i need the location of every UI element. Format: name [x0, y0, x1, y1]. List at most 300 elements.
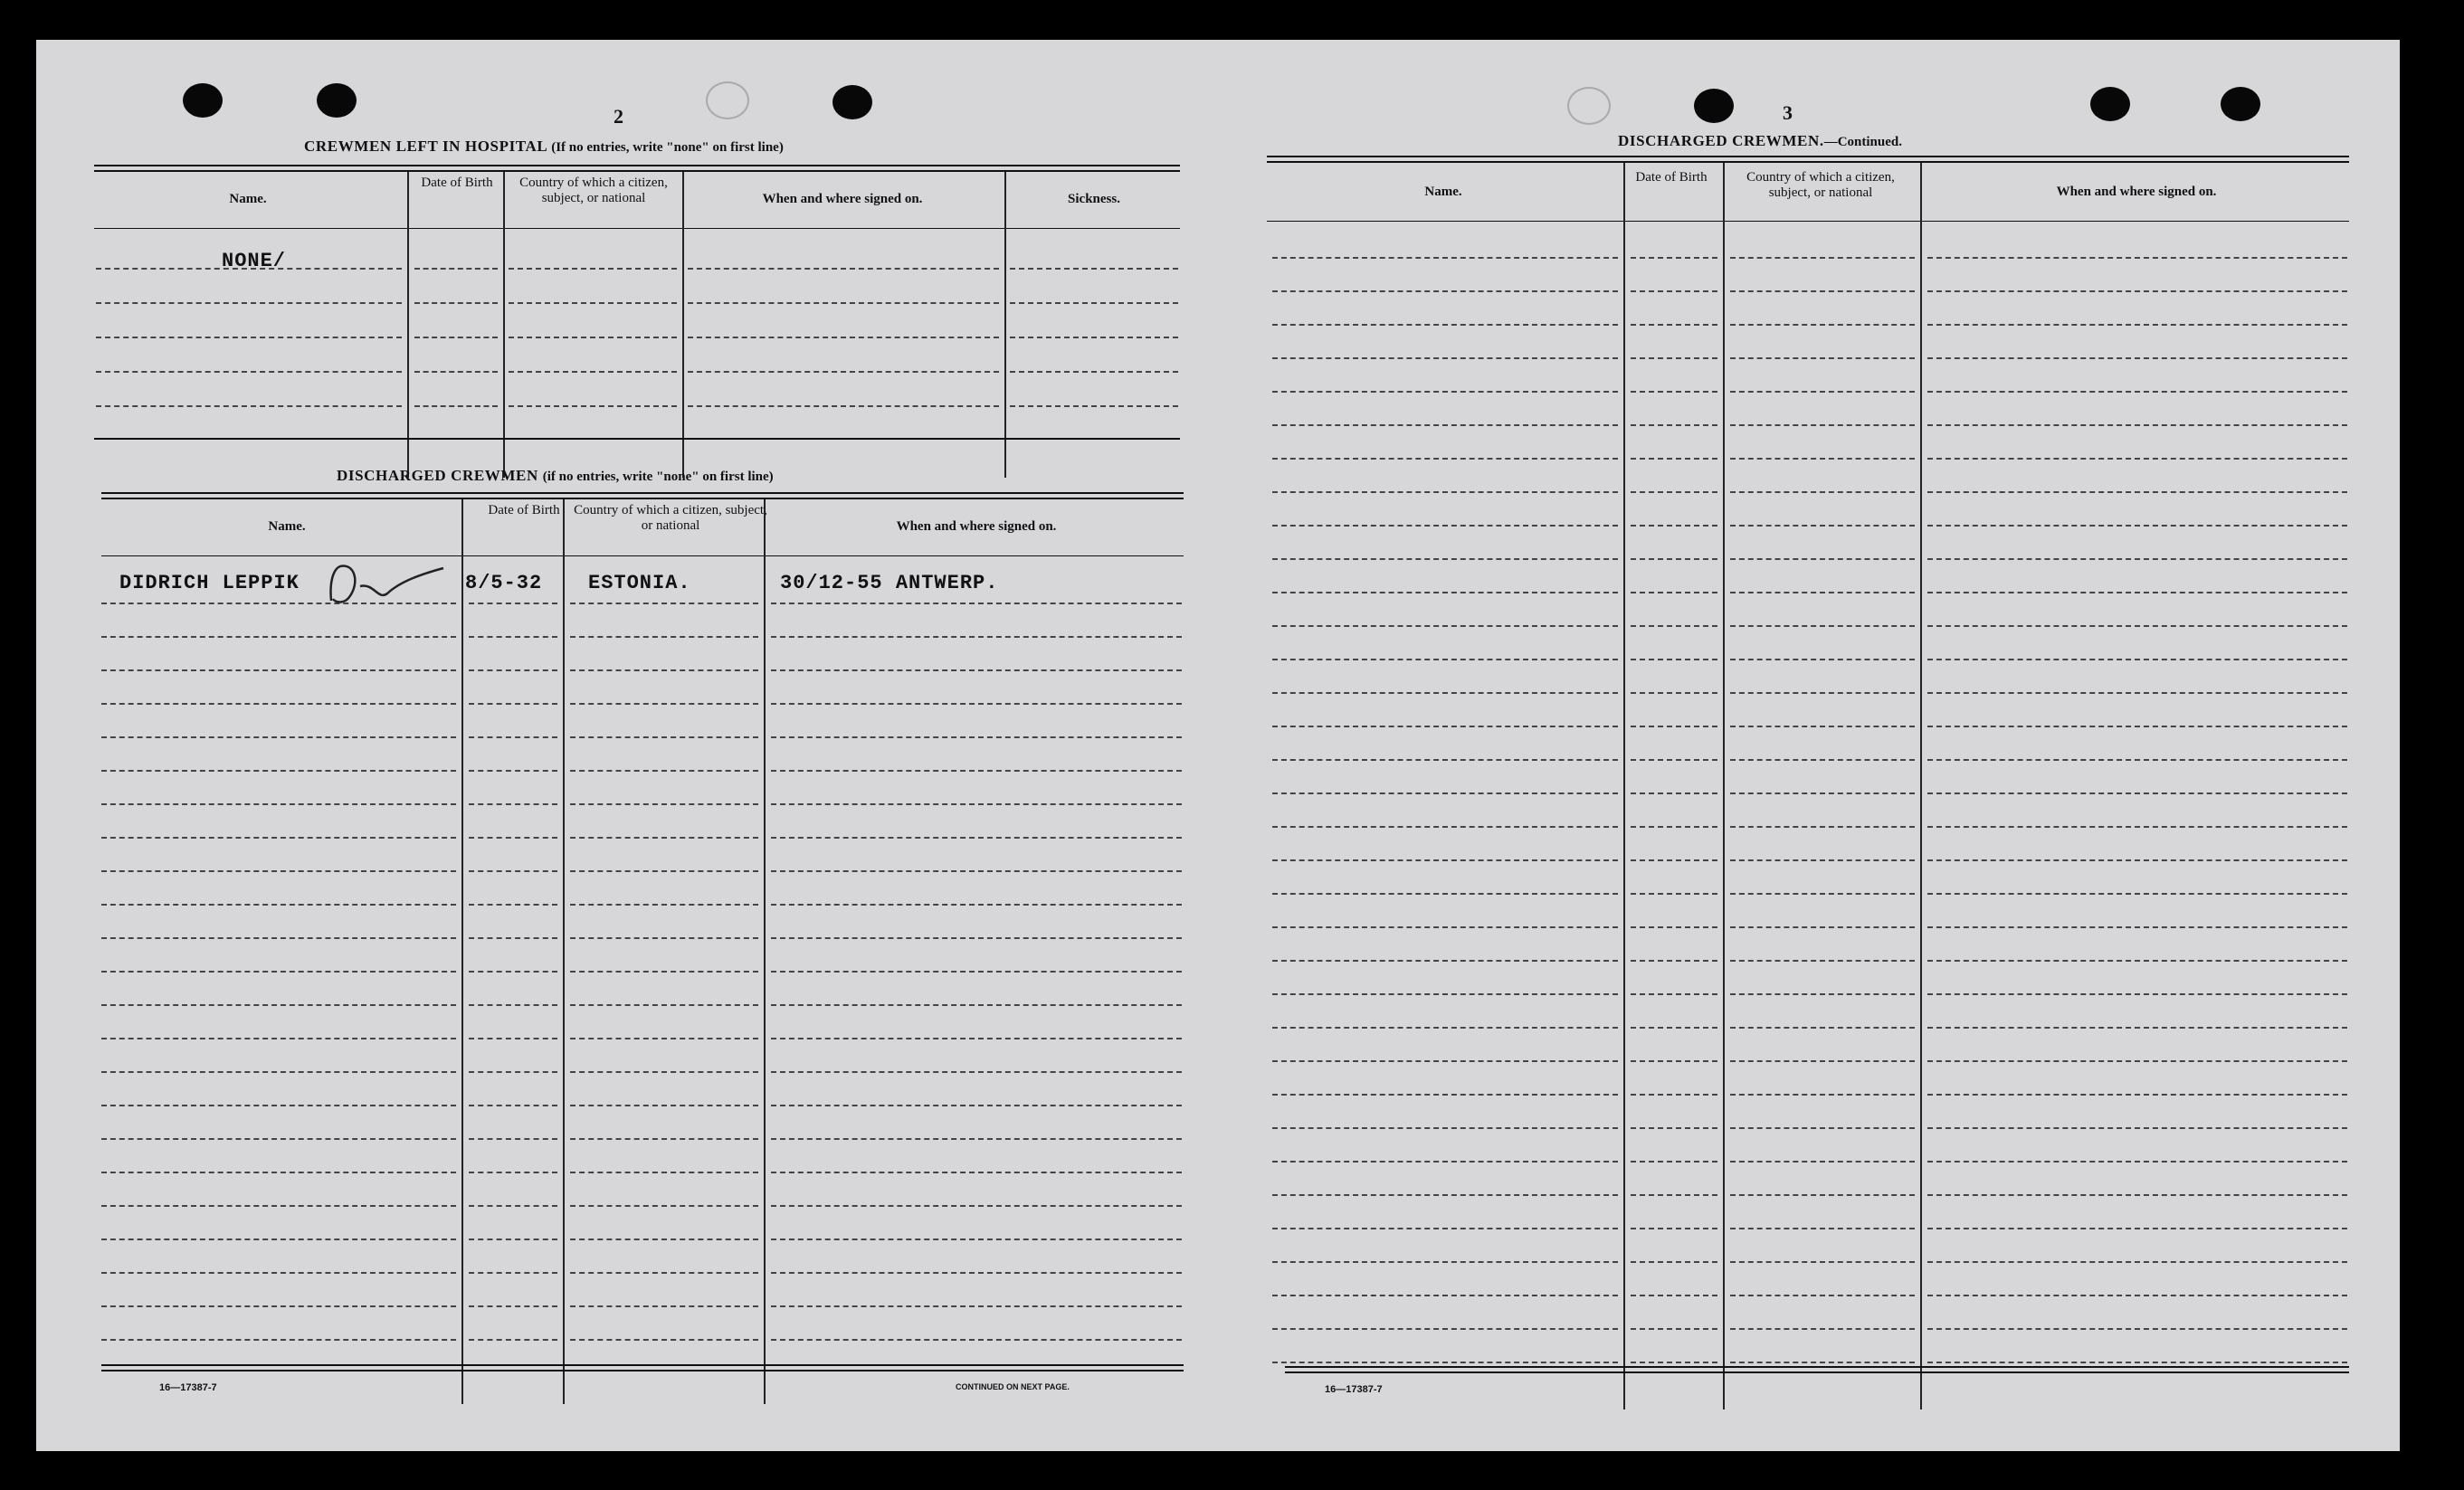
entry-line [688, 337, 999, 338]
entry-line [1927, 1060, 2347, 1062]
entry-line [1927, 993, 2347, 995]
entry-line [469, 1205, 557, 1207]
punch-hole [2221, 87, 2260, 121]
entry-line [1730, 726, 1915, 727]
entry-line [1927, 659, 2347, 660]
entry-line [1730, 290, 1915, 292]
entry-line [1730, 792, 1915, 794]
entry-line [1730, 491, 1915, 493]
entry-line [414, 405, 498, 407]
entry-line [1631, 1027, 1717, 1029]
entry-line [1730, 324, 1915, 326]
entry-line [1730, 257, 1915, 259]
entry-line [101, 870, 456, 872]
entry-line [570, 1272, 758, 1274]
entry-line [1927, 424, 2347, 426]
entry-line [1631, 558, 1717, 560]
entry-line [570, 1339, 758, 1341]
entry-line [1272, 1161, 1618, 1163]
entry-line [1730, 659, 1915, 660]
entry-line [101, 937, 456, 939]
entry-line [1631, 391, 1717, 393]
entry-line [1927, 558, 2347, 560]
entry-line [771, 1071, 1182, 1073]
entry-line [1927, 692, 2347, 694]
discharged-section-title: DISCHARGED CREWMEN (if no entries, write "none" on first line) [337, 467, 774, 484]
entry-line [1927, 625, 2347, 627]
entry-line [1272, 893, 1618, 895]
entry-line [688, 371, 999, 373]
entry-line [1631, 692, 1717, 694]
entry-line [469, 1138, 557, 1140]
entry-line [1272, 859, 1618, 861]
entry-line [570, 736, 758, 738]
entry-line [469, 971, 557, 973]
entry-line [771, 1038, 1182, 1039]
column-divider [1920, 163, 1922, 1409]
entry-line [1272, 659, 1618, 660]
punch-hole [706, 81, 749, 119]
table-border [1285, 1366, 2349, 1373]
entry-line [1927, 357, 2347, 359]
column-divider [461, 499, 463, 1404]
entry-line [1272, 625, 1618, 627]
punch-hole [317, 83, 357, 118]
entry-line [771, 870, 1182, 872]
entry-line [1927, 926, 2347, 928]
entry-line [1631, 960, 1717, 962]
entry-line [1272, 257, 1618, 259]
entry-line [1272, 692, 1618, 694]
entry-line [469, 669, 557, 671]
entry-line [1631, 357, 1717, 359]
entry-line [1631, 792, 1717, 794]
entry-line [101, 971, 456, 973]
entry-line [1631, 1060, 1717, 1062]
entry-line [570, 636, 758, 638]
entry-line [469, 904, 557, 906]
page-number: 2 [614, 105, 623, 128]
entry-line [1730, 926, 1915, 928]
discharged-continued-title: DISCHARGED CREWMEN.—Continued. [1618, 132, 1902, 149]
entry-line [688, 405, 999, 407]
crew-dob: 8/5-32 [465, 572, 543, 594]
entry-line [570, 1038, 758, 1039]
form-number: 16—17387-7 [1325, 1384, 1383, 1395]
entry-line [1927, 324, 2347, 326]
entry-line [1730, 424, 1915, 426]
continued-note: CONTINUED ON NEXT PAGE. [956, 1382, 1070, 1391]
entry-line [101, 904, 456, 906]
entry-line [96, 405, 402, 407]
entry-line [1927, 1261, 2347, 1263]
document-sheet [36, 40, 2400, 1451]
entry-line [101, 636, 456, 638]
entry-line [771, 1305, 1182, 1307]
entry-line [414, 337, 498, 338]
entry-line [509, 302, 677, 304]
table-border [101, 492, 1184, 499]
entry-line [1010, 268, 1178, 270]
entry-line [1272, 491, 1618, 493]
entry-line [1730, 1094, 1915, 1096]
entry-line [1272, 357, 1618, 359]
entry-line [1272, 324, 1618, 326]
entry-line [771, 971, 1182, 973]
entry-line [771, 669, 1182, 671]
page-number: 3 [1783, 101, 1793, 124]
entry-line [1272, 1194, 1618, 1196]
entry-line [570, 937, 758, 939]
entry-line [101, 1071, 456, 1073]
column-divider [503, 172, 505, 478]
entry-line [1927, 1194, 2347, 1196]
entry-line [771, 1004, 1182, 1006]
entry-line [101, 1205, 456, 1207]
entry-line [469, 1305, 557, 1307]
entry-line [1730, 357, 1915, 359]
column-divider [1623, 163, 1625, 1409]
entry-line [1272, 424, 1618, 426]
entry-line [1272, 1328, 1618, 1330]
column-divider [1004, 172, 1006, 478]
entry-line [469, 837, 557, 839]
entry-line [1631, 859, 1717, 861]
punch-hole [1694, 89, 1734, 123]
crew-name: DIDRICH LEPPIK [119, 572, 300, 594]
column-header: Name. [229, 192, 267, 206]
entry-line [1631, 592, 1717, 593]
entry-line [1272, 1228, 1618, 1229]
entry-line [1730, 1194, 1915, 1196]
entry-line [570, 1205, 758, 1207]
entry-line [570, 837, 758, 839]
column-divider [682, 172, 684, 478]
entry-line [771, 770, 1182, 772]
column-header: Date of Birth [1635, 170, 1708, 185]
entry-line [1272, 525, 1618, 527]
entry-line [1631, 1295, 1717, 1296]
entry-line [469, 1239, 557, 1240]
column-divider [764, 499, 766, 1404]
entry-line [1631, 424, 1717, 426]
entry-line [771, 1272, 1182, 1274]
entry-line [771, 1339, 1182, 1341]
entry-line [1272, 792, 1618, 794]
column-header: Name. [1424, 185, 1462, 199]
entry-line [1631, 1194, 1717, 1196]
entry-line [1730, 625, 1915, 627]
entry-line [469, 1071, 557, 1073]
table-border [1267, 156, 2349, 163]
entry-line [1730, 1228, 1915, 1229]
entry-line [1272, 1094, 1618, 1096]
entry-line [1272, 1027, 1618, 1029]
entry-line [688, 268, 999, 270]
entry-line [1730, 859, 1915, 861]
entry-line [570, 803, 758, 805]
entry-line [1272, 1362, 1618, 1363]
entry-line [1272, 391, 1618, 393]
entry-line [688, 302, 999, 304]
entry-line [101, 803, 456, 805]
column-header: When and where signed on. [762, 192, 923, 206]
entry-line [101, 1004, 456, 1006]
entry-line [101, 1038, 456, 1039]
punch-hole [832, 85, 872, 119]
entry-line [1927, 1161, 2347, 1163]
entry-line [96, 302, 402, 304]
entry-line [1272, 1127, 1618, 1129]
entry-line [1631, 458, 1717, 460]
entry-line [570, 1138, 758, 1140]
entry-line [509, 268, 677, 270]
entry-line [1272, 926, 1618, 928]
entry-line [1927, 491, 2347, 493]
entry-line [1927, 1362, 2347, 1363]
entry-line [570, 1305, 758, 1307]
entry-line [771, 1105, 1182, 1106]
punch-hole [183, 83, 223, 118]
crew-signed-on: 30/12-55 ANTWERP. [780, 572, 999, 594]
entry-line [1730, 1328, 1915, 1330]
entry-line [1927, 1127, 2347, 1129]
entry-line [1272, 1295, 1618, 1296]
column-divider [1723, 163, 1725, 1409]
entry-line [469, 1105, 557, 1106]
entry-line [1272, 290, 1618, 292]
entry-line [1730, 592, 1915, 593]
entry-line [1730, 558, 1915, 560]
entry-line [1730, 893, 1915, 895]
entry-line [469, 937, 557, 939]
entry-line [1730, 826, 1915, 828]
column-header: Country of which a citizen, subject, or national [574, 503, 767, 533]
entry-line [414, 371, 498, 373]
entry-line [96, 371, 402, 373]
entry-line [771, 837, 1182, 839]
entry-line [771, 904, 1182, 906]
entry-line [469, 603, 557, 604]
entry-line [1631, 625, 1717, 627]
entry-line [1631, 1094, 1717, 1096]
entry-line [1272, 1060, 1618, 1062]
entry-line [771, 937, 1182, 939]
entry-line [1927, 257, 2347, 259]
entry-line [1927, 1094, 2347, 1096]
entry-line [1631, 993, 1717, 995]
column-header: Name. [268, 519, 306, 534]
entry-line [570, 1239, 758, 1240]
entry-line [771, 736, 1182, 738]
entry-line [1631, 525, 1717, 527]
entry-line [101, 1239, 456, 1240]
entry-line [101, 1339, 456, 1341]
header-rule [1267, 221, 2349, 222]
entry-line [509, 337, 677, 338]
entry-line [1631, 1261, 1717, 1263]
entry-line [469, 1038, 557, 1039]
entry-line [1927, 1295, 2347, 1296]
entry-line [570, 669, 758, 671]
entry-line [469, 803, 557, 805]
entry-line [1272, 826, 1618, 828]
column-divider [407, 172, 409, 478]
entry-line [469, 1339, 557, 1341]
entry-line [1010, 302, 1178, 304]
entry-line [1631, 726, 1717, 727]
entry-line [1927, 893, 2347, 895]
entry-line [1010, 371, 1178, 373]
entry-line [1631, 1127, 1717, 1129]
entry-line [101, 1272, 456, 1274]
punch-hole [2090, 87, 2130, 121]
entry-line [1730, 692, 1915, 694]
entry-line [1927, 792, 2347, 794]
entry-line [101, 736, 456, 738]
hospital-section-title: CREWMEN LEFT IN HOSPITAL (If no entries, write "none" on first line) [304, 138, 784, 155]
entry-line [771, 1138, 1182, 1140]
entry-line [570, 904, 758, 906]
column-header: Date of Birth [488, 503, 560, 517]
entry-line [96, 337, 402, 338]
entry-line [1927, 592, 2347, 593]
table-border [101, 1364, 1184, 1371]
entry-line [1010, 405, 1178, 407]
crew-country: ESTONIA. [588, 572, 691, 594]
entry-line [1272, 726, 1618, 727]
entry-line [509, 405, 677, 407]
column-header: Country of which a citizen, subject, or national [519, 176, 668, 205]
entry-line [771, 1239, 1182, 1240]
entry-line [469, 770, 557, 772]
entry-line [1730, 458, 1915, 460]
entry-line [771, 603, 1182, 604]
column-header: Date of Birth [421, 176, 493, 190]
entry-line [570, 971, 758, 973]
hospital-entry: NONE/ [222, 250, 287, 272]
entry-line [570, 603, 758, 604]
entry-line [771, 1172, 1182, 1173]
entry-line [1010, 337, 1178, 338]
entry-line [570, 1172, 758, 1173]
entry-line [414, 302, 498, 304]
entry-line [1631, 491, 1717, 493]
entry-line [1272, 592, 1618, 593]
entry-line [1730, 1295, 1915, 1296]
entry-line [1927, 1027, 2347, 1029]
column-header: When and where signed on. [2056, 185, 2217, 199]
entry-line [1927, 759, 2347, 761]
entry-line [1272, 1261, 1618, 1263]
entry-line [414, 268, 498, 270]
entry-line [570, 703, 758, 705]
entry-line [771, 703, 1182, 705]
column-divider [563, 499, 565, 1404]
entry-line [101, 1305, 456, 1307]
entry-line [1631, 1161, 1717, 1163]
entry-line [1631, 759, 1717, 761]
entry-line [1927, 1328, 2347, 1330]
entry-line [570, 870, 758, 872]
entry-line [469, 1272, 557, 1274]
entry-line [101, 1105, 456, 1106]
header-rule [101, 555, 1184, 556]
entry-line [771, 636, 1182, 638]
entry-line [1730, 525, 1915, 527]
entry-line [1927, 826, 2347, 828]
entry-line [101, 703, 456, 705]
entry-line [1631, 257, 1717, 259]
entry-line [1631, 893, 1717, 895]
punch-hole [1567, 87, 1611, 125]
entry-line [101, 1138, 456, 1140]
entry-line [1927, 960, 2347, 962]
entry-line [1631, 926, 1717, 928]
entry-line [1927, 458, 2347, 460]
table-border [94, 165, 1180, 172]
entry-line [101, 770, 456, 772]
column-header: Sickness. [1068, 192, 1120, 206]
entry-line [1272, 759, 1618, 761]
entry-line [469, 1004, 557, 1006]
entry-line [469, 736, 557, 738]
entry-line [771, 803, 1182, 805]
entry-line [771, 1205, 1182, 1207]
entry-line [1730, 1261, 1915, 1263]
form-number: 16—17387-7 [159, 1382, 217, 1393]
entry-line [469, 636, 557, 638]
entry-line [1631, 324, 1717, 326]
entry-line [1927, 726, 2347, 727]
entry-line [570, 1004, 758, 1006]
handwritten-initials [324, 546, 451, 610]
entry-line [1730, 1060, 1915, 1062]
entry-line [1730, 1127, 1915, 1129]
entry-line [1631, 290, 1717, 292]
entry-line [1631, 1328, 1717, 1330]
entry-line [1272, 993, 1618, 995]
entry-line [1631, 826, 1717, 828]
entry-line [1927, 859, 2347, 861]
column-header: Country of which a citizen, subject, or national [1746, 170, 1895, 200]
entry-line [1272, 458, 1618, 460]
entry-line [570, 770, 758, 772]
entry-line [101, 837, 456, 839]
entry-line [1730, 1161, 1915, 1163]
entry-line [1927, 525, 2347, 527]
entry-line [1730, 391, 1915, 393]
table-border [94, 438, 1180, 440]
entry-line [1927, 290, 2347, 292]
entry-line [1730, 1362, 1915, 1363]
entry-line [1730, 993, 1915, 995]
entry-line [1927, 391, 2347, 393]
entry-line [469, 1172, 557, 1173]
entry-line [1631, 1228, 1717, 1229]
entry-line [1730, 759, 1915, 761]
column-header: When and where signed on. [896, 519, 1057, 534]
entry-line [1730, 1027, 1915, 1029]
entry-line [509, 371, 677, 373]
entry-line [469, 703, 557, 705]
entry-line [1631, 1362, 1717, 1363]
entry-line [1631, 659, 1717, 660]
entry-line [1730, 960, 1915, 962]
header-rule [94, 228, 1180, 229]
entry-line [1927, 1228, 2347, 1229]
entry-line [570, 1071, 758, 1073]
